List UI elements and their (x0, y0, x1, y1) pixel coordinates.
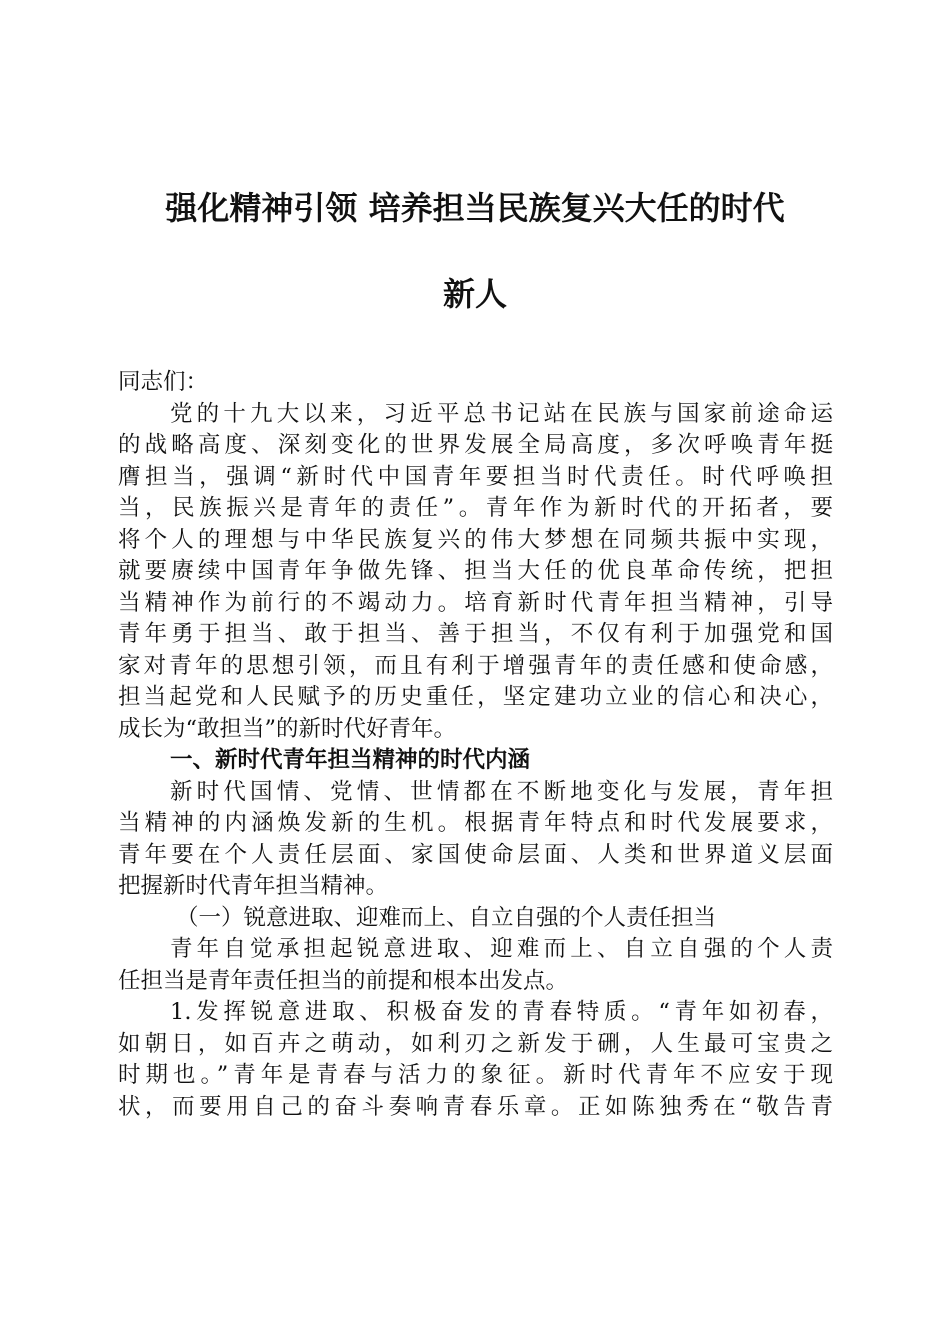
paragraph-line: 当，民族振兴是青年的责任”。青年作为新时代的开拓者，要 (118, 495, 833, 521)
paragraph-3 (118, 934, 833, 997)
paragraph-line: 成长为“敢担当”的新时代好青年。 (118, 715, 457, 742)
paragraph-line: 的战略高度、深刻变化的世界发展全局高度，多次呼唤青年挺 (118, 432, 833, 458)
paragraph-4 (118, 997, 833, 1123)
paragraph-line: 当精神的内涵焕发新的生机。根据青年特点和时代发展要求， (118, 810, 833, 836)
paragraph-line: 状，而要用自己的奋斗奏响青春乐章。正如陈独秀在“敬告青 (118, 1093, 833, 1120)
paragraph-1 (118, 399, 833, 746)
paragraph-line: 如朝日，如百卉之萌动，如利刃之新发于硎，人生最可宝贵之 (118, 1030, 833, 1057)
paragraph-line: 任担当是青年责任担当的前提和根本出发点。 (118, 967, 569, 994)
paragraph-line: 1.发挥锐意进取、积极奋发的青春特质。“青年如初春， (170, 999, 833, 1025)
document-body (118, 367, 833, 1123)
paragraph-2 (118, 777, 833, 903)
paragraph-line: 家对青年的思想引领，而且有利于增强青年的责任感和使命感， (118, 652, 833, 679)
paragraph-line: 把握新时代青年担当精神。 (118, 873, 389, 899)
paragraph-line: 党的十九大以来，习近平总书记站在民族与国家前途命运 (170, 400, 833, 427)
subsection-heading: （一）锐意进取、迎难而上、自立自强的个人责任担当 (176, 904, 717, 931)
paragraph-line: 时期也。”青年是青春与活力的象征。新时代青年不应安于现 (118, 1062, 833, 1088)
paragraph-line: 将个人的理想与中华民族复兴的伟大梦想在同频共振中实现， (118, 526, 833, 553)
paragraph-line: 青年要在个人责任层面、家国使命层面、人类和世界道义层面 (118, 841, 833, 868)
title-line-1: 强化精神引领 培养担当民族复兴大任的时代 (165, 189, 785, 227)
title-line-2: 新人 (442, 275, 507, 313)
paragraph-line: 青年勇于担当、敢于担当、善于担当，不仅有利于加强党和国 (118, 621, 833, 647)
paragraph-line: 青年自觉承担起锐意进取、迎难而上、自立自强的个人责 (170, 936, 833, 962)
paragraph-line: 就要赓续中国青年争做先锋、担当大任的优良革命传统，把担 (118, 558, 833, 584)
paragraph-line: 膺担当，强调“新时代中国青年要担当时代责任。时代呼唤担 (118, 463, 833, 490)
paragraph-line: 新时代国情、党情、世情都在不断地变化与发展，青年担 (170, 778, 833, 805)
paragraph-line: 当精神作为前行的不竭动力。培育新时代青年担当精神，引导 (118, 589, 833, 616)
section-heading: 一、新时代青年担当精神的时代内涵 (170, 747, 531, 773)
document-title (110, 165, 840, 337)
paragraph-line: 担当起党和人民赋予的历史重任，坚定建功立业的信心和决心， (118, 684, 833, 710)
salutation: 同志们： (118, 369, 209, 395)
